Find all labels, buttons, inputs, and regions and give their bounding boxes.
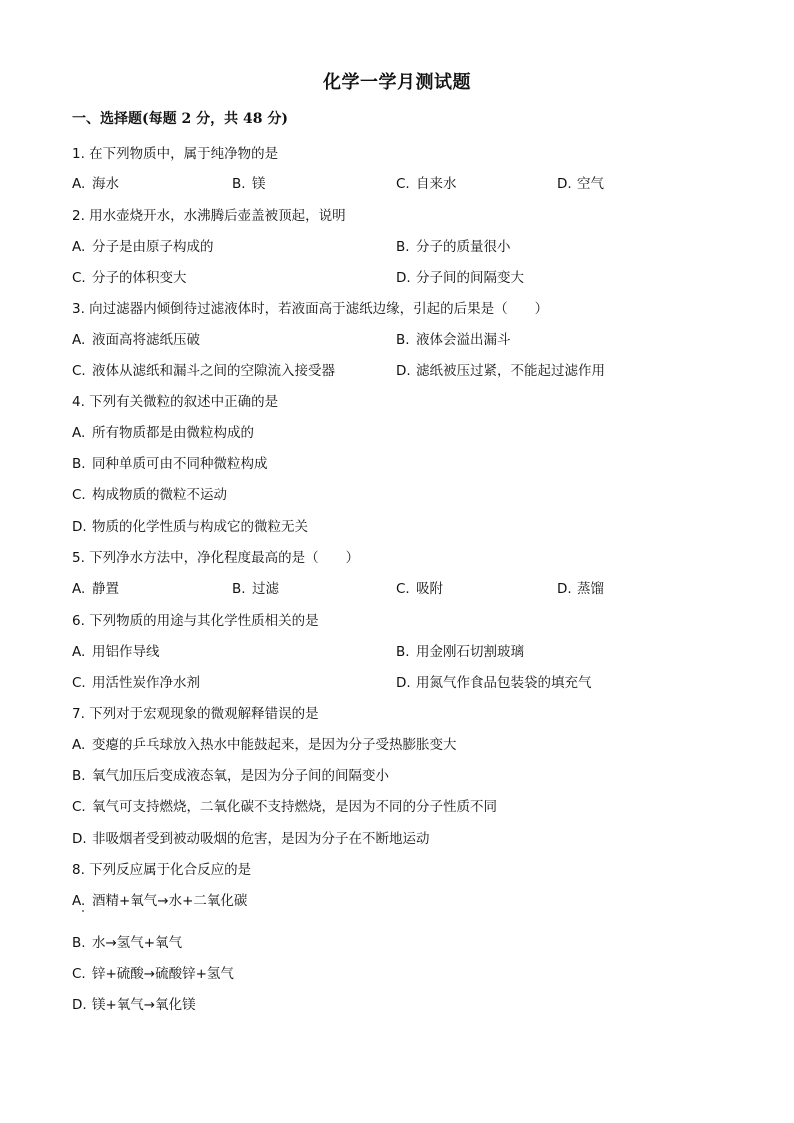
option: D. 非吸烟者受到被动吸烟的危害，是因为分子在不断地运动 — [72, 831, 430, 847]
question-stem: 6. 下列物质的用途与其化学性质相关的是 — [72, 613, 319, 629]
option: A. 用铝作导线 — [72, 644, 160, 660]
option: C. 锌+硫酸→硫酸锌+氢气 — [72, 966, 234, 982]
option: B. 分子的质量很小 — [396, 239, 511, 255]
option: B. 过滤 — [232, 581, 279, 597]
question-stem: 5. 下列净水方法中，净化程度最高的是（ ） — [72, 550, 360, 566]
option: C. 氧气可支持燃烧，二氧化碳不支持燃烧，是因为不同的分子性质不同 — [72, 799, 497, 815]
question-stem: 1. 在下列物质中，属于纯净物的是 — [72, 146, 279, 162]
question-stem: 2. 用水壶烧开水，水沸腾后壶盖被顶起，说明 — [72, 208, 346, 224]
option: B. 液体会溢出漏斗 — [396, 332, 511, 348]
page-title: 化学一学月测试题 — [323, 72, 471, 93]
option: D. 物质的化学性质与构成它的微粒无关 — [72, 519, 308, 535]
question-stem: 8. 下列反应属于化合反应的是 — [72, 862, 252, 878]
question-stem: 7. 下列对于宏观现象的微观解释错误的是 — [72, 706, 319, 722]
option: C. 构成物质的微粒不运动 — [72, 487, 227, 503]
question-stem: 3. 向过滤器内倾倒待过滤液体时，若液面高于滤纸边缘，引起的后果是（ ） — [72, 301, 549, 317]
option: D. 蒸馏 — [557, 581, 604, 597]
option: B. 镁 — [232, 176, 266, 192]
option: A. 变瘪的乒乓球放入热水中能鼓起来，是因为分子受热膨胀变大 — [72, 737, 457, 753]
option: B. 水→氢气+氧气 — [72, 935, 183, 951]
option: A. 静置 — [72, 581, 119, 597]
option: D. 镁+氧气→氧化镁 — [72, 997, 196, 1013]
option: D. 空气 — [557, 176, 604, 192]
option: A. 海水 — [72, 176, 119, 192]
option: C. 分子的体积变大 — [72, 270, 187, 286]
option: D. 滤纸被压过紧，不能起过滤作用 — [396, 363, 605, 379]
option: A. 液面高将滤纸压破 — [72, 332, 200, 348]
option: B. 同种单质可由不同种微粒构成 — [72, 456, 268, 472]
section-heading: 一、选择题(每题 2 分，共 48 分) — [72, 111, 288, 127]
option: B. 氧气加压后变成液态氧，是因为分子间的间隔变小 — [72, 768, 389, 784]
option: C. 用活性炭作净水剂 — [72, 675, 200, 691]
option: A. 所有物质都是由微粒构成的 — [72, 425, 254, 441]
option: D. 分子间的间隔变大 — [396, 270, 524, 286]
option: A. 分子是由原子构成的 — [72, 239, 214, 255]
option: C. 吸附 — [396, 581, 443, 597]
question-stem: 4. 下列有关微粒的叙述中正确的是 — [72, 394, 279, 410]
option: A. 酒精+氧气→水+二氧化碳 — [72, 893, 248, 909]
option: D. 用氮气作食品包装袋的填充气 — [396, 675, 592, 691]
stray-dot — [82, 910, 84, 912]
option: C. 自来水 — [396, 176, 457, 192]
option: B. 用金刚石切割玻璃 — [396, 644, 524, 660]
option: C. 液体从滤纸和漏斗之间的空隙流入接受器 — [72, 363, 335, 379]
